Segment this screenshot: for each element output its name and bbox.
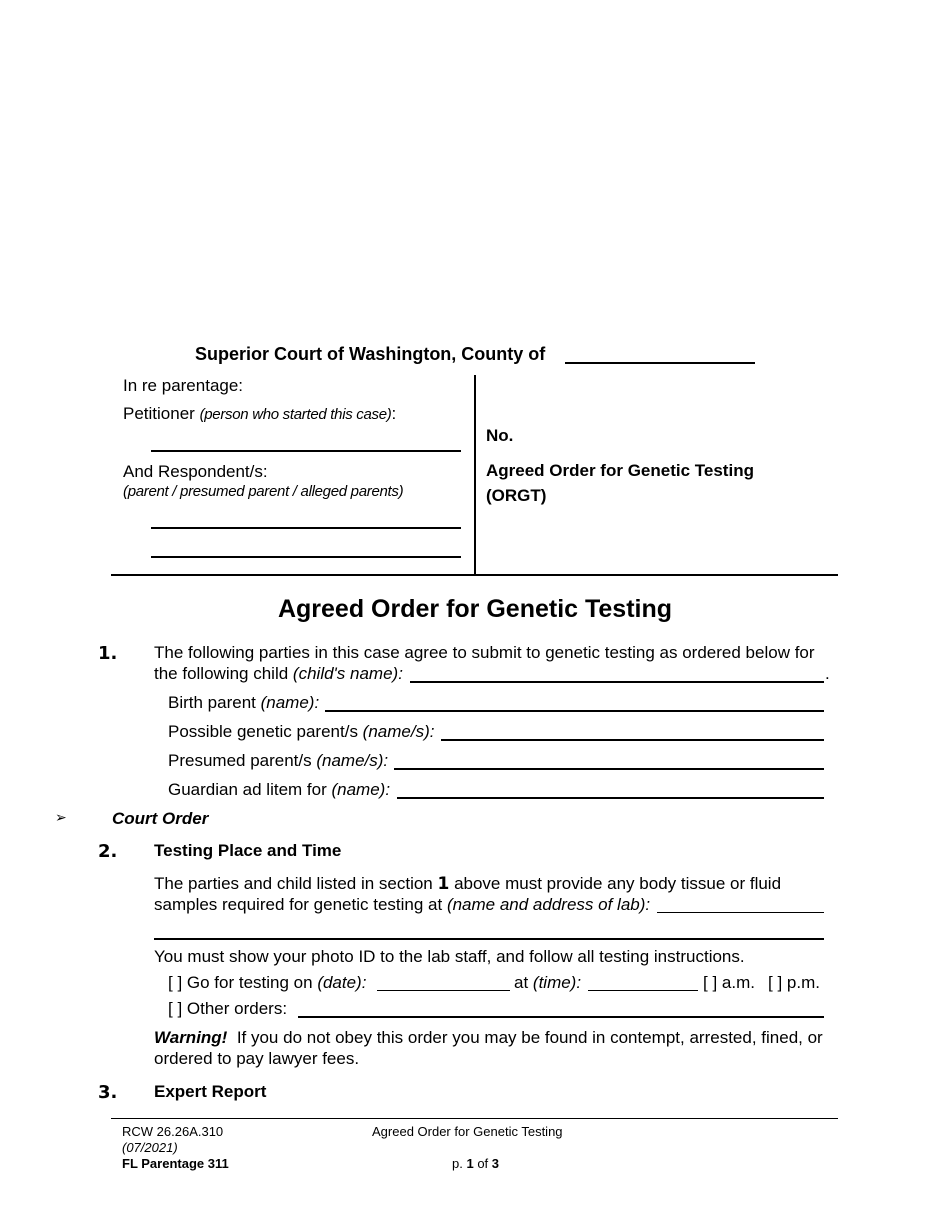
- section-1-number: 1.: [98, 643, 118, 664]
- caption-bottom-rule: [111, 574, 838, 576]
- am-option: [ ] a.m.: [703, 973, 755, 992]
- test-date-field[interactable]: [377, 990, 510, 991]
- footer-form-code: FL Parentage 311: [122, 1156, 229, 1171]
- section-2-paragraph: The parties and child listed in section 1 above must provide any body tissue or fluid samples required for genetic testing at (name and address of lab):: [154, 874, 782, 914]
- warning-paragraph: Warning! If you do not obey this order you may be found in contempt, arrested, fined, or ordered to pay lawyer fees.: [154, 1028, 823, 1068]
- section-3-heading: Expert Report: [154, 1082, 267, 1101]
- respondent-hint: (parent / presumed parent / alleged parents): [123, 483, 404, 500]
- lab-field-1[interactable]: [657, 912, 824, 913]
- test-time-field[interactable]: [588, 990, 698, 991]
- gal-field[interactable]: [397, 797, 824, 799]
- go-testing-row: [ ] Go for testing on (date):: [168, 973, 367, 992]
- period: .: [825, 664, 830, 683]
- arrow-bullet-icon: ➢: [55, 810, 67, 826]
- court-order-heading: Court Order: [112, 809, 209, 828]
- petitioner-name-field[interactable]: [151, 450, 461, 452]
- pm-option: [ ] p.m.: [768, 973, 820, 992]
- section-3-number: 3.: [98, 1082, 118, 1103]
- gal-label: Guardian ad litem for (name):: [168, 780, 391, 799]
- form-title-line2: (ORGT): [486, 486, 547, 505]
- respondent-label: And Respondent/s:: [123, 462, 268, 481]
- go-testing-checkbox[interactable]: [ ]: [168, 973, 183, 992]
- warning-label: Warning!: [154, 1028, 228, 1047]
- case-number-label: No.: [486, 426, 514, 445]
- respondent-name-field-2[interactable]: [151, 556, 461, 558]
- section-1-text-line1: The following parties in this case agree to submit to genetic testing as ordered below for: [154, 643, 815, 662]
- possible-parent-label: Possible genetic parent/s (name/s):: [168, 722, 435, 741]
- pm-checkbox[interactable]: [ ]: [768, 973, 783, 992]
- petitioner-label: Petitioner (person who started this case):: [123, 404, 397, 423]
- section-2-heading: Testing Place and Time: [154, 841, 342, 860]
- footer-rule: [111, 1118, 838, 1119]
- section-2-number: 2.: [98, 841, 118, 862]
- in-re-label: In re parentage:: [123, 376, 244, 395]
- court-heading: Superior Court of Washington, County of: [195, 344, 546, 364]
- birth-parent-field[interactable]: [325, 710, 824, 712]
- other-orders-field[interactable]: [298, 1016, 824, 1018]
- possible-parent-field[interactable]: [441, 739, 824, 741]
- other-orders-checkbox[interactable]: [ ]: [168, 999, 183, 1018]
- presumed-parent-label: Presumed parent/s (name/s):: [168, 751, 389, 770]
- footer-statute: RCW 26.26A.310: [122, 1124, 224, 1139]
- respondent-name-field-1[interactable]: [151, 527, 461, 529]
- other-orders-row: [ ] Other orders:: [168, 999, 288, 1018]
- form-title-line1: Agreed Order for Genetic Testing: [486, 461, 754, 480]
- section-1-text-line2: the following child (child's name):: [154, 664, 403, 683]
- birth-parent-label: Birth parent (name):: [168, 693, 320, 712]
- child-name-hint: (child's name):: [292, 664, 403, 683]
- lab-field-2[interactable]: [154, 938, 824, 940]
- time-label: at (time):: [514, 973, 582, 992]
- county-field[interactable]: [565, 362, 755, 364]
- page-title: Agreed Order for Genetic Testing: [277, 595, 673, 623]
- child-name-field[interactable]: [410, 681, 824, 683]
- caption-divider: [474, 375, 476, 576]
- footer-revision: (07/2021): [122, 1140, 178, 1155]
- am-checkbox[interactable]: [ ]: [703, 973, 718, 992]
- photo-id-text: You must show your photo ID to the lab staff, and follow all testing instructions.: [154, 947, 745, 966]
- footer-title: Agreed Order for Genetic Testing: [372, 1124, 563, 1139]
- petitioner-hint: (person who started this case): [199, 406, 392, 423]
- presumed-parent-field[interactable]: [394, 768, 824, 770]
- page-indicator: p. 1 of 3: [452, 1156, 500, 1171]
